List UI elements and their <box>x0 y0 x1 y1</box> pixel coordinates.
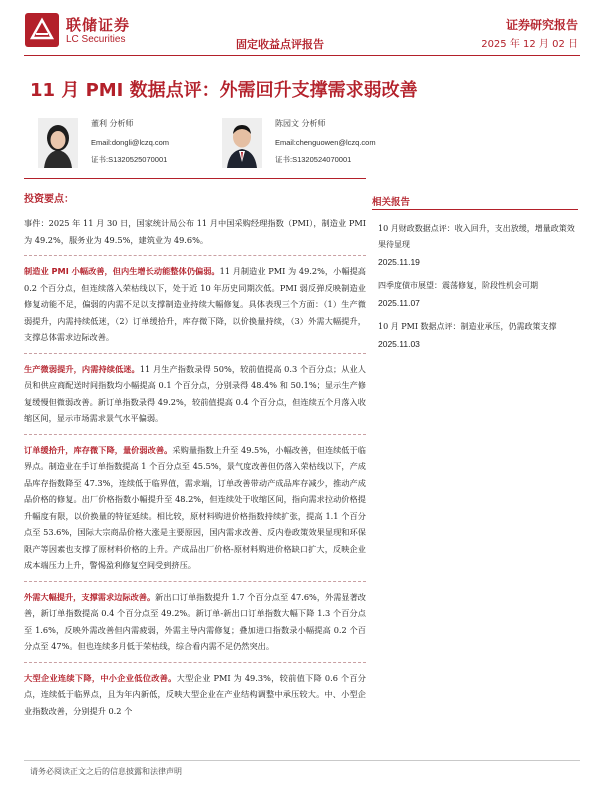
report-header <box>0 0 600 58</box>
highlight-paragraph <box>24 442 366 574</box>
related-report-date: 2025.11.19 <box>378 257 420 267</box>
analyst-card <box>222 118 412 170</box>
related-reports-header <box>372 188 578 210</box>
paragraph-lead: 外需大幅提升，支撑需求边际改善。 <box>24 591 156 602</box>
highlight-paragraph <box>24 670 366 720</box>
paragraph-divider <box>24 662 366 663</box>
analyst-portrait-icon <box>222 118 262 168</box>
analyst-name: 董利 分析师 <box>91 119 134 128</box>
paragraph-lead: 大型企业连续下降，中小企业低位改善。 <box>24 672 177 683</box>
highlight-paragraph <box>24 263 366 346</box>
paragraph-text: 11 月生产指数录得 50%，较前值提高 0.3 个百分点；从业人员和供应商配送时间指数均小幅提高 0.1 个百分点，分别录得 48.4% 和 50.1%；显示生产修复缓慢但微弱改善。新订单指数录得 49.2%，较前值提高 0.4 个百分点，但连续五个月落入收缩区间，显示市场需求景气水平偏弱。 <box>24 363 366 423</box>
report-type: 固定收益点评报告 <box>236 38 324 51</box>
paragraph-lead: 订单缓拾升，库存微下降，量价弱改善。 <box>24 444 173 455</box>
paragraph-divider <box>24 353 366 354</box>
paragraph-text: 事件：2025 年 11 月 30 日，国家统计局公布 11 月中国采购经理指数（PMI），制造业 PMI 为 49.2%，服务业为 49.5%，建筑业为 49.6%。 <box>24 218 366 245</box>
paragraph-lead: 生产微弱提升，内需持续低迷。 <box>24 363 140 374</box>
analyst-email[interactable]: Email:dongli@lczq.com <box>91 138 170 147</box>
paragraph-text: 采购量指数上升至 49.5%，小幅改善，但连续低于临界点。制造业在手订单指数提高 1 个百分点至 45.5%，景气度改善但仍落入荣枯线以下，产成品库存指数降至 47.3%，连续低于临界值，需求端，订单改善带动产成品库存减少，推动产成品价格的修复。出厂价格指数小幅提升至 48.2%，但连续处于收缩区间，指向需求拉动价格提升幅度有限，以价换量的特征延续。相比较，原材料购进价格指数持续扩张，提高 1.1 个百分点至 53.6%，国际大宗商品价格大涨是主要原因，国内需求改善、反内卷政策效果显现和环保限产等因素也支撑了原材料价格的上升。产成品出厂价格-原材料购进价格缺口扩大，反映企业成本端压力上升，警惕盈利修复空间受到挤压。 <box>24 444 366 570</box>
brand-name-en: LC Securities <box>66 34 126 45</box>
paragraph-lead: 制造业 PMI 小幅改善，但内生增长动能整体仍偏弱。 <box>24 266 220 276</box>
brand-logo-mark <box>24 12 60 48</box>
paragraph-divider <box>24 255 366 256</box>
highlight-paragraph <box>24 361 366 427</box>
highlight-paragraph <box>24 589 366 655</box>
event-paragraph <box>24 215 366 248</box>
report-title: 11 月 PMI 数据点评：外需回升支撑需求弱改善 <box>30 80 418 101</box>
related-reports-heading: 相关报告 <box>372 197 411 208</box>
analyst-card <box>38 118 208 170</box>
related-report-title[interactable]: 10 月财政数据点评：收入回升，支出放缓，增量政策效果待显现 <box>378 224 575 249</box>
header-divider <box>24 55 580 56</box>
related-report-date: 2025.11.03 <box>378 339 420 349</box>
analyst-photo <box>38 118 78 168</box>
related-report-item[interactable] <box>372 221 578 267</box>
analyst-photo <box>222 118 262 168</box>
paragraph-divider <box>24 581 366 582</box>
paragraph-text: 大型企业 PMI 为 49.3%，较前值下降 0.6 个百分点，连续低于临界点，且为年内新低，反映大型企业在产业结构调整中承压较大。中、小型企业指数改善，分别提升 0.2 个 <box>24 672 366 716</box>
related-report-item[interactable] <box>372 319 578 349</box>
paragraph-text: 新出口订单指数提升 1.7 个百分点至 47.6%，外需显著改善，新订单指数提高 0.4 个百分点至 49.2%。新订单-新出口订单指数大幅下降 1.3 个百分点至 1.6%，反映外需改善但内需疲弱，外需主导内需修复；叠加进口指数录小幅提高 0.2 个百分点至 47%。但也连续多月低于荣枯线，综合看内需不足仍然突出。 <box>24 591 366 651</box>
disclaimer-footer: 请务必阅读正文之后的信息披露和法律声明 <box>30 767 182 776</box>
related-report-title[interactable]: 四季度债市展望：震荡修复，阶段性机会可期 <box>378 281 538 290</box>
related-report-date: 2025.11.07 <box>378 298 420 308</box>
analyst-certificate: 证书:S1320524070001 <box>275 155 352 164</box>
paragraph-divider <box>24 434 366 435</box>
related-report-title[interactable]: 10 月 PMI 数据点评：制造业承压，仍需政策支撑 <box>378 322 557 331</box>
brand-name-cn: 联储证券 <box>66 16 131 34</box>
analyst-portrait-icon <box>38 118 78 168</box>
analyst-certificate: 证书:S1320525070001 <box>91 155 168 164</box>
analyst-email[interactable]: Email:chenguowen@lczq.com <box>275 138 376 147</box>
paragraph-text: 11 月制造业 PMI 为 49.2%，小幅提高 0.2 个百分点，但连续落入荣枯线以下，处于近 10 年历史同期次低。PMI 弱反弹反映制造业修复动能不足，偏弱的内需不足以支撑制造业持续大幅修复。具体表现三个方面：（1）生产微弱提升，内需持续低迷，（2）订单缓拾升，库存微下降，以价换量持续，（3）外需大幅提升，支撑总体需求边际改善。 <box>24 266 366 342</box>
analyst-name: 陈园文 分析师 <box>275 119 326 128</box>
related-reports <box>372 188 578 349</box>
related-report-item[interactable] <box>372 278 578 308</box>
brand-logo <box>24 10 174 54</box>
investment-highlights <box>24 178 366 758</box>
section-heading: 投资要点： <box>24 194 74 205</box>
footer-divider <box>24 760 580 761</box>
report-date: 2025 年 12 月 02 日 <box>481 39 578 50</box>
research-report-label: 证券研究报告 <box>505 18 578 32</box>
